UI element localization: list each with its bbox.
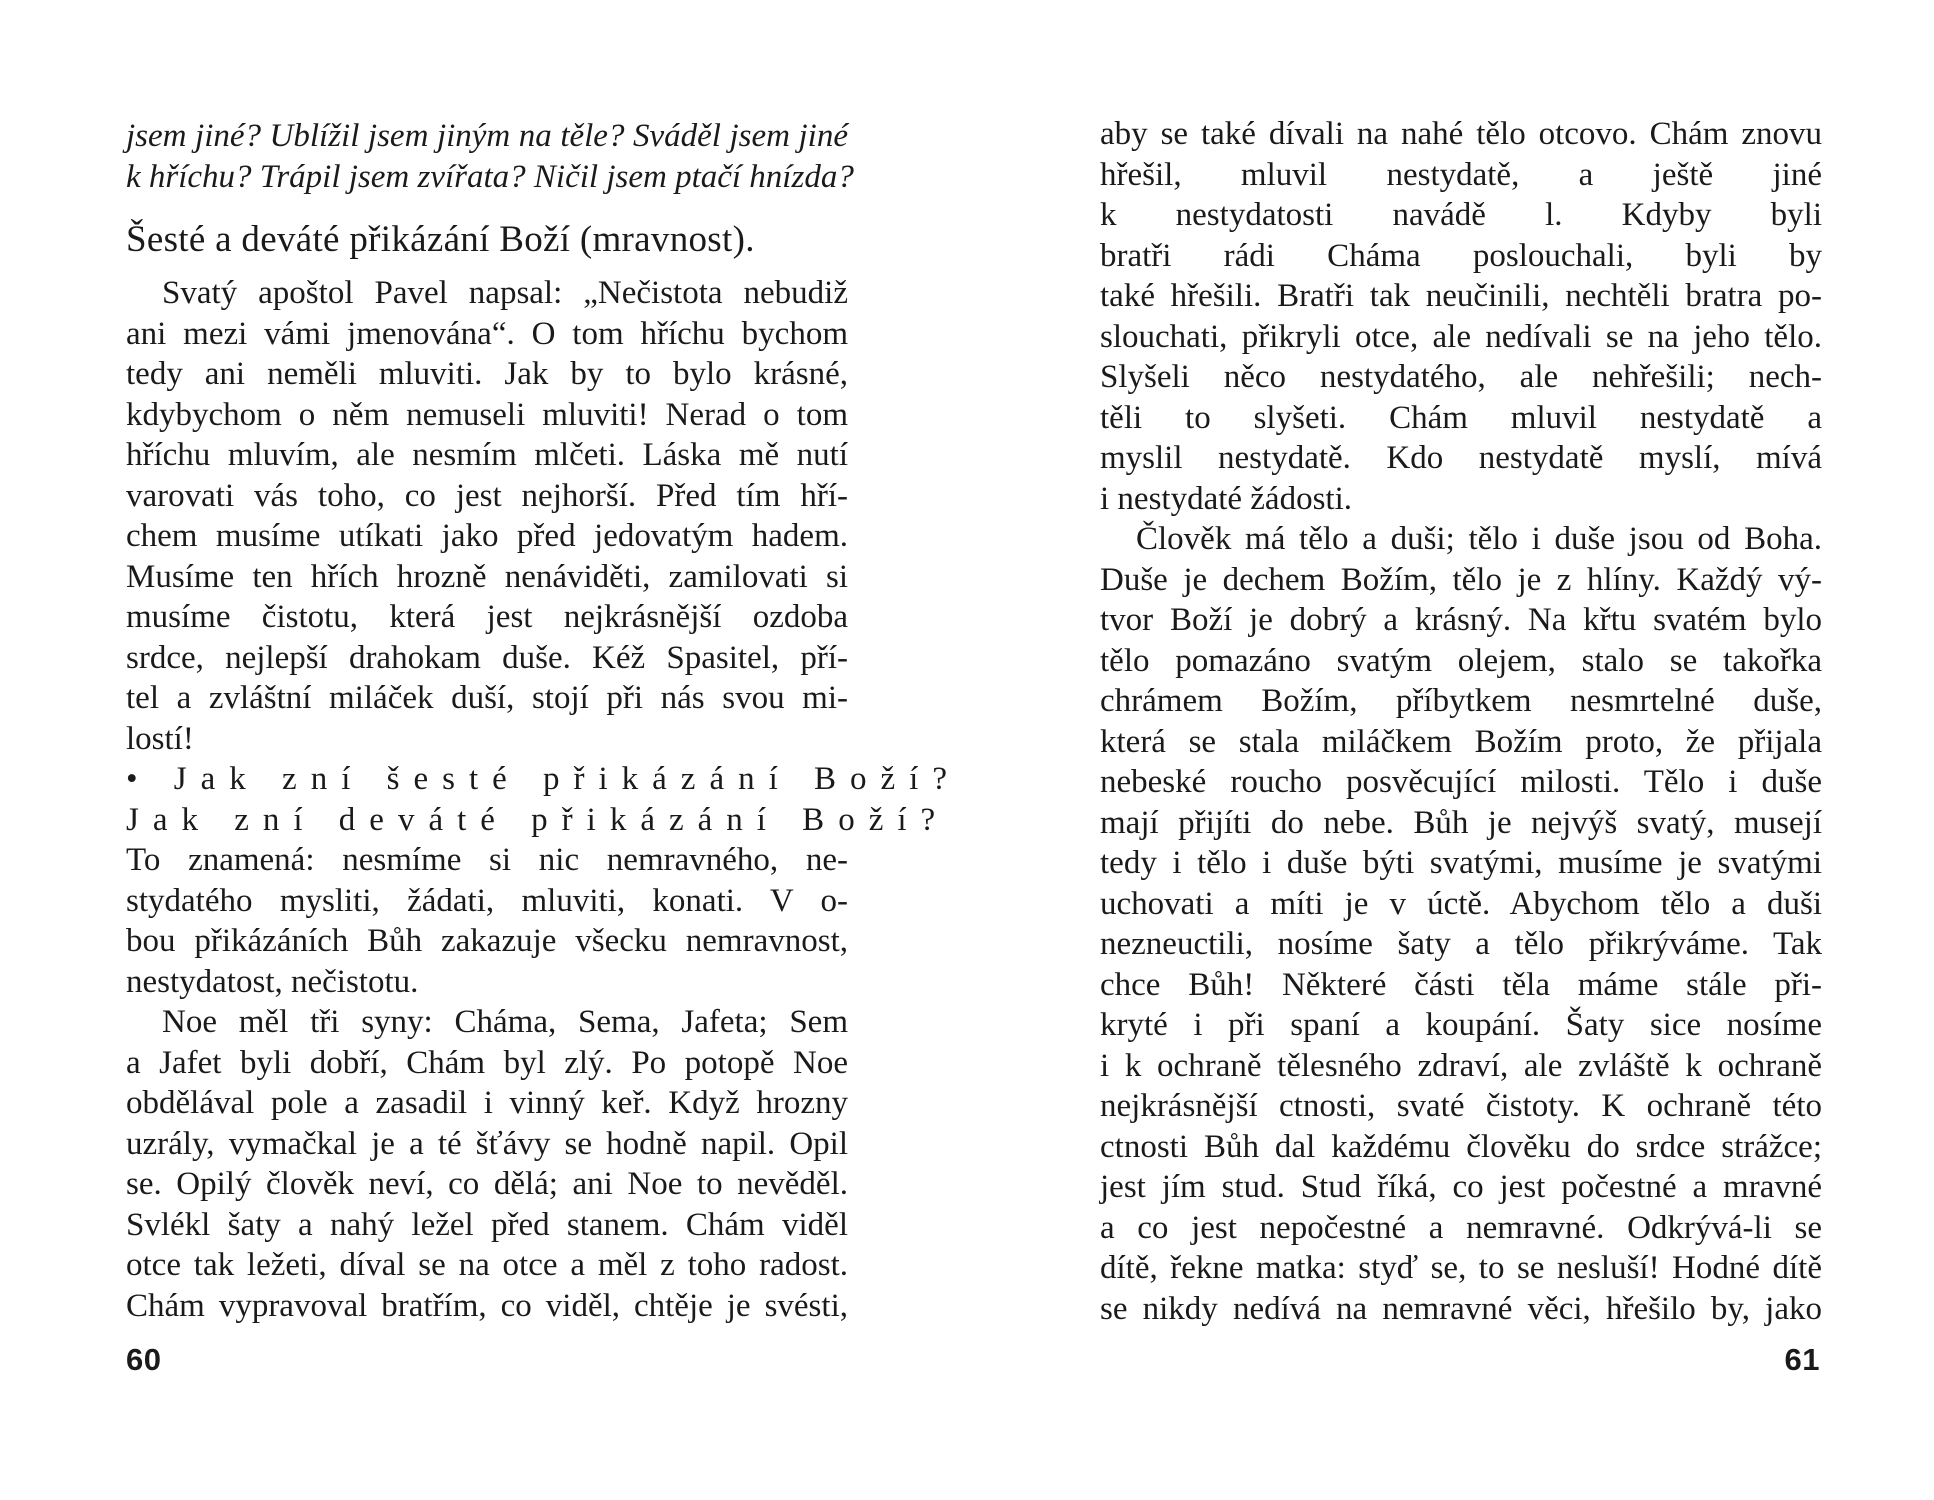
paragraph-line: nezneuctili, nosíme šaty a tělo přikrýváme. Tak — [1100, 926, 1822, 962]
paragraph-line: ctnosti Bůh dal každému člověku do srdce strážce; — [1100, 1128, 1822, 1165]
paragraph-line: lostí! — [126, 720, 194, 757]
paragraph-line: nestydatost, nečistotu. — [126, 963, 419, 1000]
paragraph-line: tel a zvláštní miláček duší, stojí při nás svou mi- — [126, 680, 848, 716]
section-heading: Šesté a deváté přikázání Boží (mravnost). — [126, 219, 755, 260]
paragraph-line: kryté i při spaní a koupání. Šaty sice nosíme — [1100, 1007, 1822, 1043]
paragraph-line: varovati vás toho, co jest nejhorší. Před tím hří- — [126, 477, 848, 514]
paragraph-line: i nestydaté žádosti. — [1100, 480, 1353, 517]
page-number: 61 — [1784, 1342, 1820, 1377]
paragraph-line: a co jest nepočestné a nemravné. Odkrývá-li se — [1100, 1209, 1822, 1246]
paragraph-line: uchovati a míti je v úctě. Abychom tělo a duši — [1100, 885, 1822, 922]
paragraph-line: nejkrásnější ctnosti, svaté čistoty. K ochraně této — [1100, 1088, 1822, 1124]
left-page-text — [126, 116, 961, 1326]
right-page — [967, 0, 1934, 1500]
paragraph-line: Duše je dechem Božím, tělo je z hlíny. Každý vý- — [1100, 561, 1822, 598]
paragraph-line: i k ochraně tělesného zdraví, ale zvláště k ochraně — [1100, 1047, 1822, 1084]
catechism-question: Jak zní deváté přikázání Boží? — [126, 801, 950, 838]
right-page-text — [1100, 114, 1822, 1329]
paragraph-line: hřešil, mluvil nestydatě, a ještě jiné — [1100, 156, 1822, 193]
paragraph-line: tvor Boží je dobrý a krásný. Na křtu svatém bylo — [1100, 602, 1822, 638]
paragraph-line: nebeské roucho posvěcující milosti. Tělo i duše — [1100, 764, 1822, 800]
paragraph-line: Chám vypravoval bratřím, co viděl, chtěje je svésti, — [126, 1287, 848, 1324]
paragraph-line: Svatý apoštol Pavel napsal: „Nečistota nebudiž — [162, 275, 848, 311]
paragraph-line: a Jafet byli dobří, Chám byl zlý. Po potopě Noe — [126, 1044, 848, 1081]
paragraph-line: obdělával pole a zasadil i vinný keř. Když hrozny — [126, 1085, 848, 1121]
paragraph-line: která se stala miláčkem Božím proto, že přijala — [1100, 723, 1822, 760]
paragraph-line: hříchu mluvím, ale nesmím mlčeti. Láska mě nutí — [126, 437, 848, 473]
paragraph-line: Noe měl tři syny: Cháma, Sema, Jafeta; Sem — [162, 1004, 848, 1040]
catechism-question: • Jak zní šesté přikázání Boží? — [126, 761, 961, 797]
paragraph-line: tedy i tělo i duše býti svatými, musíme je svatými — [1100, 845, 1822, 881]
paragraph-line: Svlékl šaty a nahý ležel před stanem. Chám viděl — [126, 1206, 848, 1243]
paragraph-line: mají přijíti do nebe. Bůh je nejvýš svatý, musejí — [1100, 804, 1822, 841]
paragraph-line: dítě, řekne matka: styď se, to se nesluší! Hodné dítě — [1100, 1250, 1822, 1286]
paragraph-line: bou přikázáních Bůh zakazuje všecku nemravnost, — [126, 923, 848, 959]
intro-line: jsem jiné? Ublížil jsem jiným na těle? Sváděl jsem jiné — [126, 118, 848, 154]
intro-line: k hříchu? Trápil jsem zvířata? Ničil jsem ptačí hnízda? — [126, 158, 854, 195]
paragraph-line: otce tak ležeti, díval se na otce a měl z toho radost. — [126, 1247, 848, 1283]
paragraph-line: kdybychom o něm nemuseli mluviti! Nerad o tom — [126, 396, 848, 433]
paragraph-line: se nikdy nedívá na nemravné věci, hřešilo by, jako — [1100, 1290, 1822, 1327]
paragraph-line: musíme čistotu, která jest nejkrásnější ozdoba — [126, 599, 848, 635]
paragraph-line: Člověk má tělo a duši; tělo i duše jsou od Boha. — [1136, 521, 1822, 557]
paragraph-line: se. Opilý člověk neví, co dělá; ani Noe to nevěděl. — [126, 1166, 848, 1202]
paragraph-line: uzrály, vymačkal je a té šťávy se hodně napil. Opil — [126, 1125, 848, 1162]
paragraph-line: bratři rádi Cháma poslouchali, byli by — [1100, 237, 1822, 274]
page-number: 60 — [126, 1342, 162, 1377]
paragraph-line: Musíme ten hřích hrozně nenáviděti, zamilovati si — [126, 558, 848, 595]
paragraph-line: chrámem Božím, příbytkem nesmrtelné duše, — [1100, 683, 1822, 719]
paragraph-line: jest jím stud. Stud říká, co jest počestné a mravné — [1100, 1169, 1822, 1205]
paragraph-line: chce Bůh! Některé části těla máme stále při- — [1100, 966, 1822, 1003]
paragraph-line: Slyšeli něco nestydatého, ale nehřešili; nech- — [1100, 359, 1822, 395]
paragraph-line: chem musíme utíkati jako před jedovatým hadem. — [126, 518, 848, 554]
paragraph-line: ani mezi vámi jmenována“. O tom hříchu bychom — [126, 315, 848, 352]
paragraph-line: těli to slyšeti. Chám mluvil nestydatě a — [1100, 399, 1822, 436]
paragraph-line: stydatého mysliti, žádati, mluviti, konati. V o- — [126, 882, 848, 919]
paragraph-line: tělo pomazáno svatým olejem, stalo se takořka — [1100, 642, 1822, 679]
paragraph-line: slouchati, přikryli otce, ale nedívali se na jeho tělo. — [1100, 318, 1822, 355]
paragraph-line: tedy ani neměli mluviti. Jak by to bylo krásné, — [126, 356, 848, 392]
paragraph-line: také hřešili. Bratři tak neučinili, nechtěli bratra po- — [1100, 278, 1822, 314]
paragraph-line: aby se také dívali na nahé tělo otcovo. Chám znovu — [1100, 116, 1822, 152]
paragraph-line: myslil nestydatě. Kdo nestydatě myslí, mívá — [1100, 440, 1822, 476]
paragraph-line: k nestydatosti navádě l. Kdyby byli — [1100, 197, 1822, 233]
paragraph-line: To znamená: nesmíme si nic nemravného, ne- — [126, 842, 848, 878]
paragraph-line: srdce, nejlepší drahokam duše. Kéž Spasitel, pří- — [126, 639, 848, 676]
